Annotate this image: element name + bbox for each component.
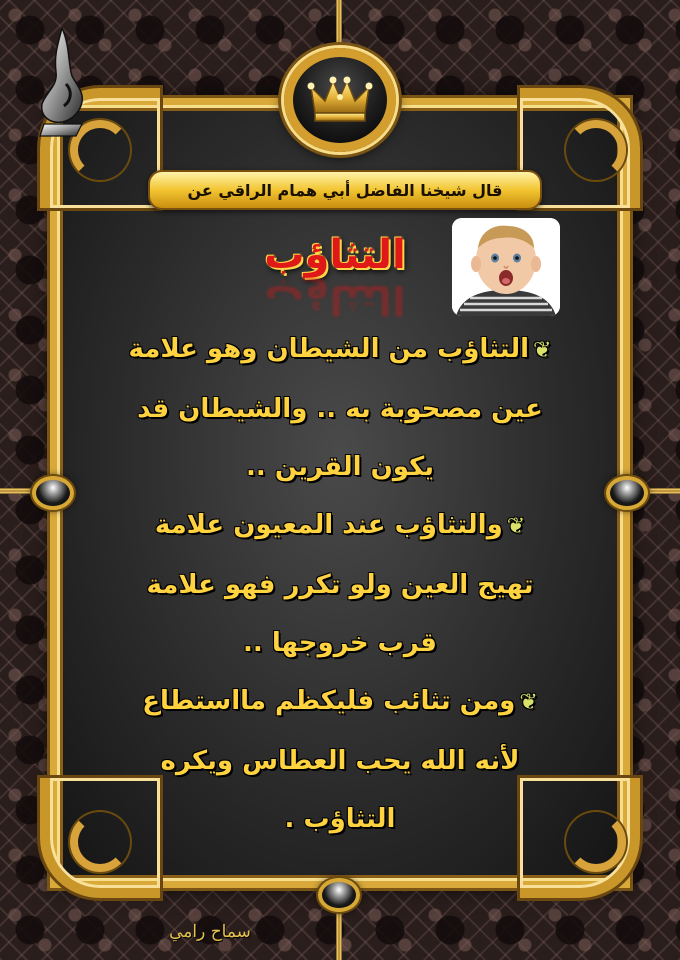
- leaf-sprig-icon: ❦: [533, 338, 552, 363]
- body-line: ❦التثاؤب من الشيطان وهو علامة: [128, 334, 552, 364]
- body-line: يكون القرين ..: [246, 452, 434, 482]
- scroll-flourish: [566, 120, 626, 180]
- body-line: لأنه الله يحب العطاس ويكره: [160, 746, 520, 776]
- body-text: [80, 320, 600, 848]
- crown-medallion: [284, 48, 396, 152]
- body-line: التثاؤب .: [284, 804, 396, 834]
- calligraphy-logo-icon: [32, 24, 94, 142]
- crown-icon: [293, 57, 387, 143]
- body-line: تهيج العين ولو تكرر فهو علامة: [146, 570, 534, 600]
- orb-ornament-left: [32, 476, 74, 510]
- header-banner: [148, 170, 542, 210]
- orb-ornament-bottom: [318, 878, 360, 912]
- title-word: التثاؤب: [264, 232, 406, 278]
- body-line: قرب خروجها ..: [243, 628, 437, 658]
- orb-ornament-right: [606, 476, 648, 510]
- body-line: عين مصحوبة به .. والشيطان قد: [137, 394, 543, 424]
- signature: سماح رامي: [169, 922, 251, 942]
- body-line: ❦ومن تثائب فليكظم مااستطاع: [142, 686, 538, 716]
- title-reflection: التثاؤب: [264, 276, 406, 322]
- body-line: ❦والتثاؤب عند المعيون علامة: [154, 510, 526, 540]
- leaf-sprig-icon: ❦: [506, 514, 526, 539]
- yawning-baby-image: [452, 218, 560, 316]
- leaf-sprig-icon: ❦: [519, 690, 538, 715]
- header-banner-text: قال شيخنا الفاضل أبي همام الراقي عن: [187, 180, 503, 200]
